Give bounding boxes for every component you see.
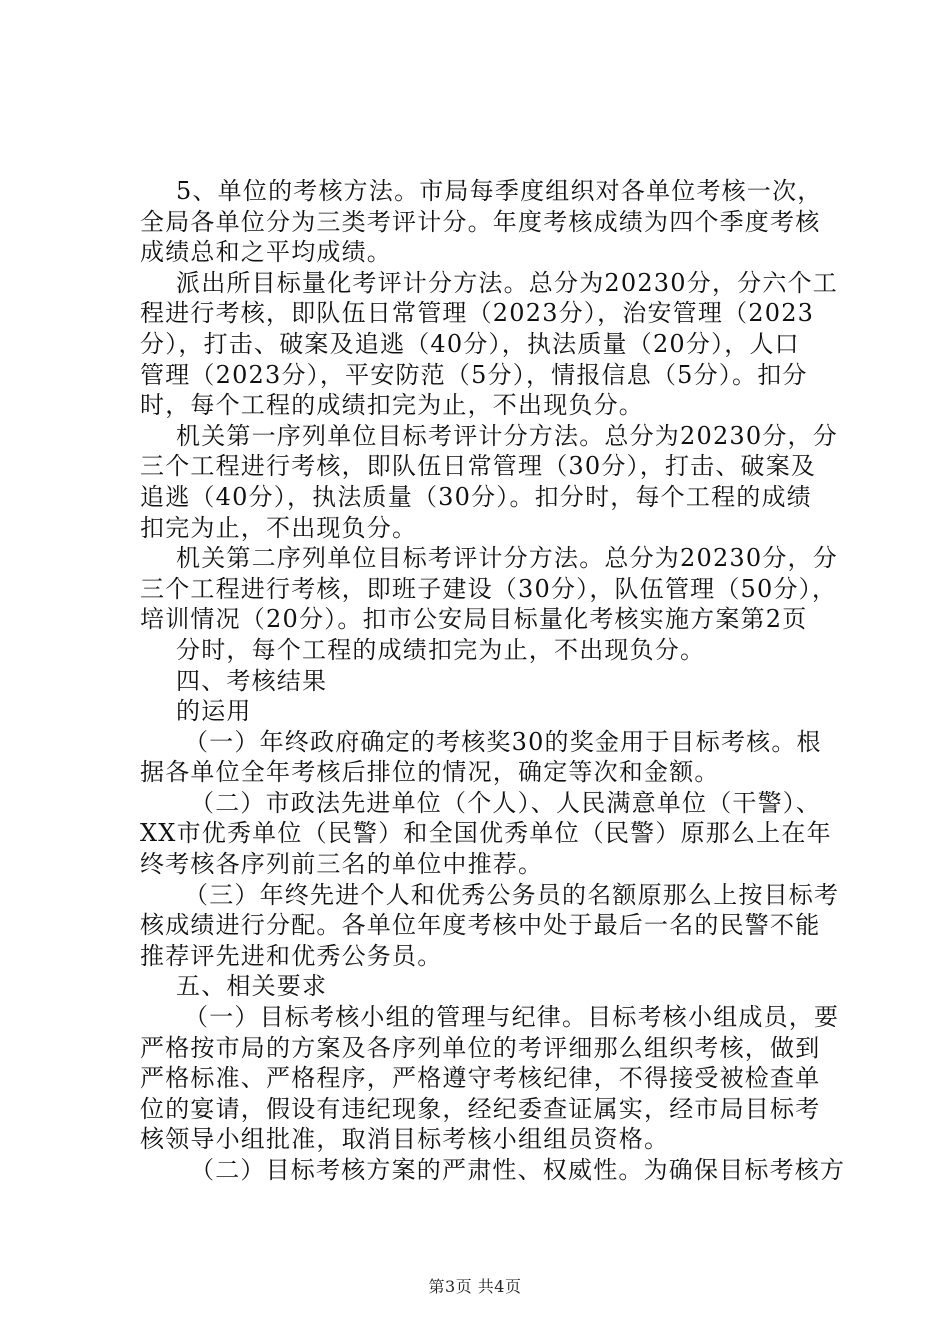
text-line: 推荐评先进和优秀公务员。 <box>140 941 443 970</box>
text-line: （一）年终政府确定的考核奖30的奖金用于目标考核。根 <box>184 727 822 756</box>
text-line: 三个工程进行考核，即班子建设（30分），队伍管理（50分）， <box>140 574 838 603</box>
text-line: 五、相关要求 <box>176 972 328 1001</box>
text-line: 分），打击、破案及追逃（40分），执法质量（20分），人口 <box>140 329 800 358</box>
text-line: XX市优秀单位（民警）和全国优秀单位（民警）原那么上在年 <box>140 819 832 848</box>
text-line: 管理（2023分），平安防范（5分），情报信息（5分）。扣分 <box>140 360 808 389</box>
text-line: 时，每个工程的成绩扣完为止，不出现负分。 <box>140 391 644 420</box>
text-line: 程进行考核，即队伍日常管理（2023分），治安管理（2023 <box>140 299 815 328</box>
document-body <box>140 176 846 1186</box>
text-line: 机关第一序列单位目标考评计分方法。总分为20230分，分 <box>176 421 838 450</box>
page-footer: 第3页 共4页 <box>428 1277 522 1296</box>
text-line: 严格按市局的方案及各序列单位的考评细那么组织考核，做到 <box>140 1033 821 1062</box>
text-line: （三）年终先进个人和优秀公务员的名额原那么上按目标考 <box>184 880 840 909</box>
text-line: 全局各单位分为三类考评计分。年度考核成绩为四个季度考核 <box>140 207 821 236</box>
text-line: 派出所目标量化考评计分方法。总分为20230分，分六个工 <box>176 268 838 297</box>
text-line: 四、考核结果 <box>176 666 328 695</box>
text-line: 核领导小组批准，取消目标考核小组组员资格。 <box>140 1125 670 1154</box>
text-line: （二）市政法先进单位（个人）、人民满意单位（干警）、 <box>190 788 822 817</box>
text-line: 成绩总和之平均成绩。 <box>140 238 392 267</box>
text-line: 扣完为止，不出现负分。 <box>140 513 418 542</box>
text-line: 分时，每个工程的成绩扣完为止，不出现负分。 <box>176 635 706 664</box>
text-line: 三个工程进行考核，即队伍日常管理（30分），打击、破案及 <box>140 452 817 481</box>
text-line: （二）目标考核方案的严肃性、权威性。为确保目标考核方 <box>190 1156 846 1184</box>
text-line: 据各单位全年考核后排位的情况，确定等次和金额。 <box>140 758 720 787</box>
text-line: 追逃（40分），执法质量（30分）。扣分时，每个工程的成绩 <box>140 482 812 511</box>
text-line: 终考核各序列前三名的单位中推荐。 <box>140 850 544 879</box>
text-line: 核成绩进行分配。各单位年度考核中处于最后一名的民警不能 <box>140 911 821 940</box>
text-line: 培训情况（20分）。扣市公安局目标量化考核实施方案第2页 <box>140 605 808 634</box>
text-line: 的运用 <box>176 697 252 726</box>
text-line: 5、单位的考核方法。市局每季度组织对各单位考核一次， <box>176 177 823 205</box>
text-line: 位的宴请，假设有违纪现象，经纪委查证属实，经市局目标考 <box>140 1094 821 1123</box>
text-line: 严格标准、严格程序，严格遵守考核纪律，不得接受被检查单 <box>140 1064 821 1093</box>
text-line: （一）目标考核小组的管理与纪律。目标考核小组成员，要 <box>184 1003 840 1032</box>
text-line: 机关第二序列单位目标考评计分方法。总分为20230分，分 <box>176 544 838 573</box>
